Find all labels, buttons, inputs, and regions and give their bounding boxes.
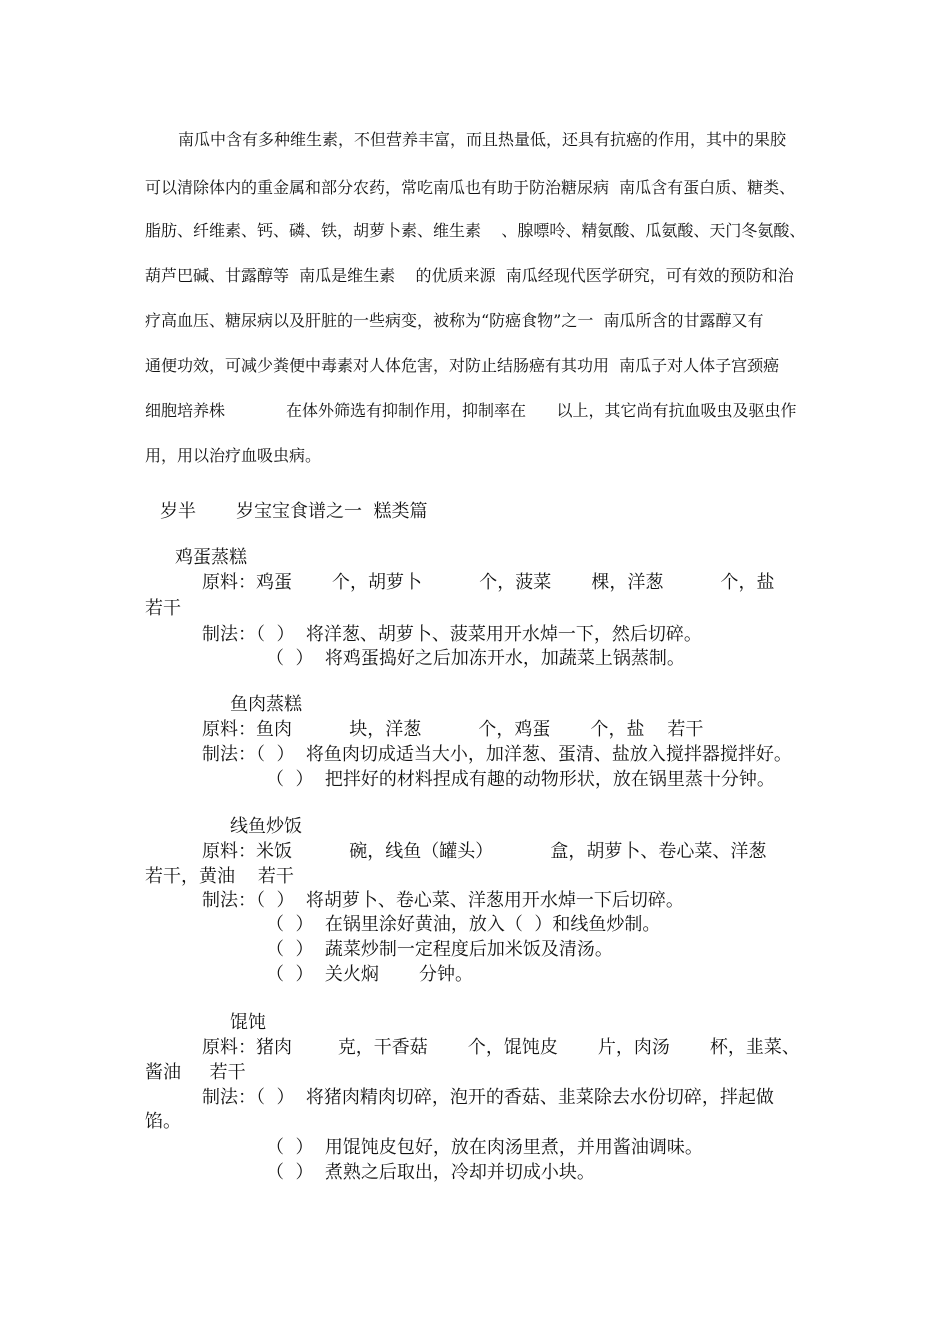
intro-line: 疗高血压、糖尿病以及肝脏的一些病变，被称为“防癌食物”之一 南瓜所含的甘露醇又有	[145, 311, 764, 330]
recipe-line: 原料：鸡蛋 个，胡萝卜 个，菠菜 棵，洋葱 个，盐	[202, 572, 775, 593]
intro-line: 葫芦巴碱、甘露醇等 南瓜是维生素 的优质来源 南瓜经现代医学研究，可有效的预防和治	[145, 266, 794, 285]
recipe-line: （ ） 把拌好的材料捏成有趣的动物形状，放在锅里蒸十分钟。	[266, 769, 775, 790]
recipe-title: 馄饨	[230, 1012, 266, 1033]
recipe-line: 制法：（ ） 将猪肉精肉切碎，泡开的香菇、韭菜除去水份切碎，拌起做	[202, 1087, 774, 1108]
recipe-title: 线鱼炒饭	[230, 816, 302, 837]
recipe-line: 原料：鱼肉 块，洋葱 个，鸡蛋 个，盐 若干	[202, 719, 704, 740]
recipe-line: （ ） 将鸡蛋捣好之后加冻开水，加蔬菜上锅蒸制。	[266, 648, 685, 669]
recipe-line: 原料：猪肉 克，干香菇 个，馄饨皮 片，肉汤 杯，韭菜、	[202, 1037, 800, 1058]
recipe-line: 馅。	[145, 1111, 181, 1132]
recipe-line: 原料：米饭 碗，线鱼（罐头） 盒，胡萝卜、卷心菜、洋葱	[202, 841, 767, 862]
recipe-line: （ ） 用馄饨皮包好，放在肉汤里煮，并用酱油调味。	[266, 1137, 703, 1158]
recipe-line: （ ） 关火焖 分钟。	[266, 964, 473, 985]
recipe-line: （ ） 煮熟之后取出，冷却并切成小块。	[266, 1162, 595, 1183]
recipe-line: 制法：（ ） 将洋葱、胡萝卜、菠菜用开水焯一下，然后切碎。	[202, 624, 702, 645]
intro-line: 用，用以治疗血吸虫病。	[145, 446, 322, 465]
intro-line: 可以清除体内的重金属和部分农药，常吃南瓜也有助于防治糖尿病 南瓜含有蛋白质、糖类、	[145, 178, 796, 197]
recipe-title: 鱼肉蒸糕	[230, 694, 302, 715]
recipe-line: 制法：（ ） 将胡萝卜、卷心菜、洋葱用开水焯一下后切碎。	[202, 890, 684, 911]
recipe-line: （ ） 在锅里涂好黄油，放入（ ）和线鱼炒制。	[266, 914, 661, 935]
intro-line: 细胞培养株 在体外筛选有抑制作用，抑制率在 以上，其它尚有抗血吸虫及驱虫作	[145, 401, 797, 420]
recipe-title: 鸡蛋蒸糕	[175, 547, 247, 568]
recipe-line: （ ） 蔬菜炒制一定程度后加米饭及清汤。	[266, 939, 613, 960]
intro-line: 脂肪、纤维素、钙、磷、铁，胡萝卜素、维生素 、腺嘌呤、精氨酸、瓜氨酸、天门冬氨酸、	[145, 221, 806, 240]
intro-line: 南瓜中含有多种维生素，不但营养丰富，而且热量低，还具有抗癌的作用，其中的果胶	[178, 130, 787, 149]
intro-line: 通便功效，可减少粪便中毒素对人体危害，对防止结肠癌有其功用 南瓜子对人体子宫颈癌	[145, 356, 780, 375]
recipe-line: 若干，黄油 若干	[145, 866, 294, 887]
section-title: 岁半 岁宝宝食谱之一 糕类篇	[160, 501, 428, 522]
recipe-line: 若干	[145, 598, 181, 619]
recipe-line: 制法：（ ） 将鱼肉切成适当大小，加洋葱、蛋清、盐放入搅拌器搅拌好。	[202, 744, 792, 765]
recipe-line: 酱油 若干	[145, 1062, 246, 1083]
